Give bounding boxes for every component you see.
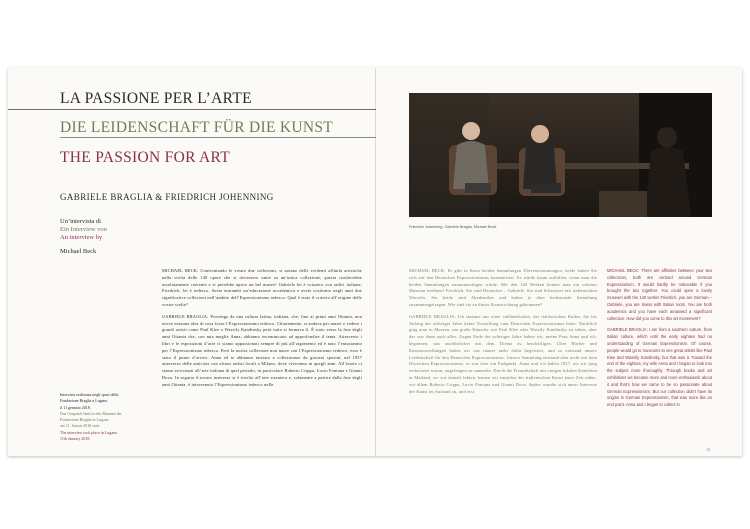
german-column	[409, 268, 597, 454]
title-italian: LA PASSIONE PER L’ARTE	[60, 90, 252, 107]
paragraph-answer: GABRIELE BRAGLIA: Provengo da una cultura latina, italiana, che, fino ai primi anni Ottanta, non aveva nessuna idea di cosa fosse l’Espressionismo tedesco. Chiaramente, si andava per musei e vedere i grandi artisti come Paul Klee o Wassily Kandinsky però tutto si fermava lì. È stato verso la fine degli anni Ottanta che, con mia moglie Anna, abbiamo incominciato ad approfondire il tema. Attraverso i libri e le esposizioni d’arte ci siamo appassionati sempre di più all’argomento ed è nato l’entusiasmo per l’Espressionismo tedesco. Però la nostra collezione non nasce con l’Espressionismo tedesco, esso è stato il punto d’arrivo. Anna ed io abbiamo iniziato a collezionare da giovani sposini, nel 1957 attraverso delle amicizie con alcuni artisti locali a Milano, dove vivevamo in quegli anni. All’inizio ci siamo avvicinati all’arte italiana di quel periodo, in particolare Roberto Crippa, Lucio Fontana e Gianni Dova. In seguito il nostro interesse si è rivolto all’arte straniera e, solamente a partire dalla fine degli anni Ottanta, è intervenuto l’Espressionismo tedesco nelle	[162, 313, 362, 387]
interview-photo	[409, 93, 712, 217]
authors-line: GABRIELE BRAGLIA & FRIEDRICH JOHENNING	[60, 192, 274, 202]
interview-by-german: Ein Interview von	[60, 226, 107, 233]
note-line: 11th January 2018.	[60, 436, 91, 442]
interview-by-italian: Un’intervista di	[60, 218, 101, 225]
note-line: Das Gespräch fand in den Räumen der	[60, 410, 122, 416]
italian-column	[162, 268, 362, 448]
title-german: DIE LEIDENSCHAFT FÜR DIE KUNST	[60, 119, 334, 136]
page-gutter	[375, 68, 376, 456]
note-line: am 11. Januar 2018 statt.	[60, 423, 100, 429]
note-line: il 11 gennaio 2018.	[60, 404, 91, 410]
photo-illustration	[409, 93, 712, 217]
note-line: Fondazione Braglia in Lugano	[60, 417, 109, 423]
side-notes	[60, 392, 158, 442]
title-divider	[60, 137, 376, 138]
paragraph-question: MICHAEL BECK: There are affinities between your two collections, both are centred around German Expressionism. It would hardly be noticeable if you brought the two together. You could open a lovely museum with the 140 works! Friedrich, you are German – Gabriele, you are Swiss with Italian roots. You are both academics and you have each amassed a significant collection. How did you come to this art movement?	[607, 268, 712, 321]
interview-by-english: An interview by	[60, 234, 103, 241]
interviewer-name: Michael Beck	[60, 248, 97, 255]
photo-caption: Friedrich Johenning, Gabriele Braglia, Michael Beck	[409, 225, 497, 229]
paragraph-answer: GABRIELE BRAGLIA: Ich stamme aus einer südländischen, der italienischen Kultur, die bis Anfang der achtziger Jahre keine Vorstellung vom Deutschen Expressionismus hatte. Natürlich ging man in Museen, um große Künstler wie Paul Klee oder Wassily Kandinsky zu sehen, aber das war dann auch alles. Gegen Ende der achtziger Jahre haben wir, meine Frau Anna und ich, begonnen, uns ausführlicher mit dem Thema zu beschäftigen. Über Bücher und Kunstausstellungen haben wir uns immer mehr dafür begeistert, und so entstand unsere Leidenschaft für den Deutschen Expressionismus. Unsere Sammlung entstand aber nicht mit dem Deutschen Expressionismus, er war eher ein Endpunkt. Anna und ich haben 1957, als wir jung verheiratet waren, angefangen zu sammeln. Durch die Freundschaft mit einigen lokalen Künstlern in Mailand, wo wir damals lebten, kamen wir zunächst der italienischen Kunst jener Zeit näher, vor allem Roberto Crippa, Lucio Fontana und Gianni Dova. Später wandte sich unser Interesse der Kunst im Ausland zu, und erst	[409, 313, 597, 394]
paragraph-answer: GABRIELE BRAGLIA: I am from a southern culture, from Italian culture, which until the early eighties had no understanding of German Expressionism. Of course, people would go to museums to see great artists like Paul Klee and Wassily Kandinsky, but that was it. Toward the end of the eighties, my wife Anna and I began to look into the subject more thoroughly. Through books and art exhibitions we became more and more enthusiastic about it and that’s how we came to be so passionate about German Expressionism. But our collection didn’t have its origins in German Expressionism, that was more like an end point. Anna and I began to collect in	[607, 327, 712, 408]
note-line: The interview took place in Lugano	[60, 429, 118, 435]
title-english: THE PASSION FOR ART	[60, 149, 231, 166]
title-top-rule	[8, 109, 376, 110]
note-line: Fondazione Braglia a Lugano	[60, 398, 108, 404]
english-column	[607, 268, 712, 454]
paragraph-question: MICHAEL BECK: Es gibt in Ihren beiden Sammlungen Übereinstimmungen, beide haben Sie sich auf den Deutschen Expressionismus konzentriert. Es würde kaum auffallen, wenn man die beiden Sammlungen zusammenfügen würde. Mit den 140 Werken könnte man ein schönes Museum eröffnen! Friedrich, Sie sind Deutscher – Gabriele, Sie sind Schweizer mit italienischen Wurzeln. Sie beide sind Akademiker und haben je über bedeutende Sammlung zusammengetragen. Wie sind sie zu dieser Kunstrichtung gekommen?	[409, 268, 597, 307]
page-number: 13	[706, 447, 710, 452]
paragraph-question: MICHAEL BECK: Confrontando le vostre due collezioni, si notano delle evidenti affinità artistiche nella scelta delle 140 opere che si dovessero unire in un’unica collezione, questa risulterebbe assolutamente coerente e si potrebbe aprire un bel museo! Gabriele lei è svizzero con radici italiane, Friedrich, lei è tedesco. Avete entrambi un’educazione accademica e avete costituito negli anni due significative collezioni nell’ambito dell’Espressionismo tedesco. Qual è stato il criterio all’origine delle vostre scelte?	[162, 268, 362, 307]
note-line: Intervista realizzata negli spazi della	[60, 392, 119, 397]
